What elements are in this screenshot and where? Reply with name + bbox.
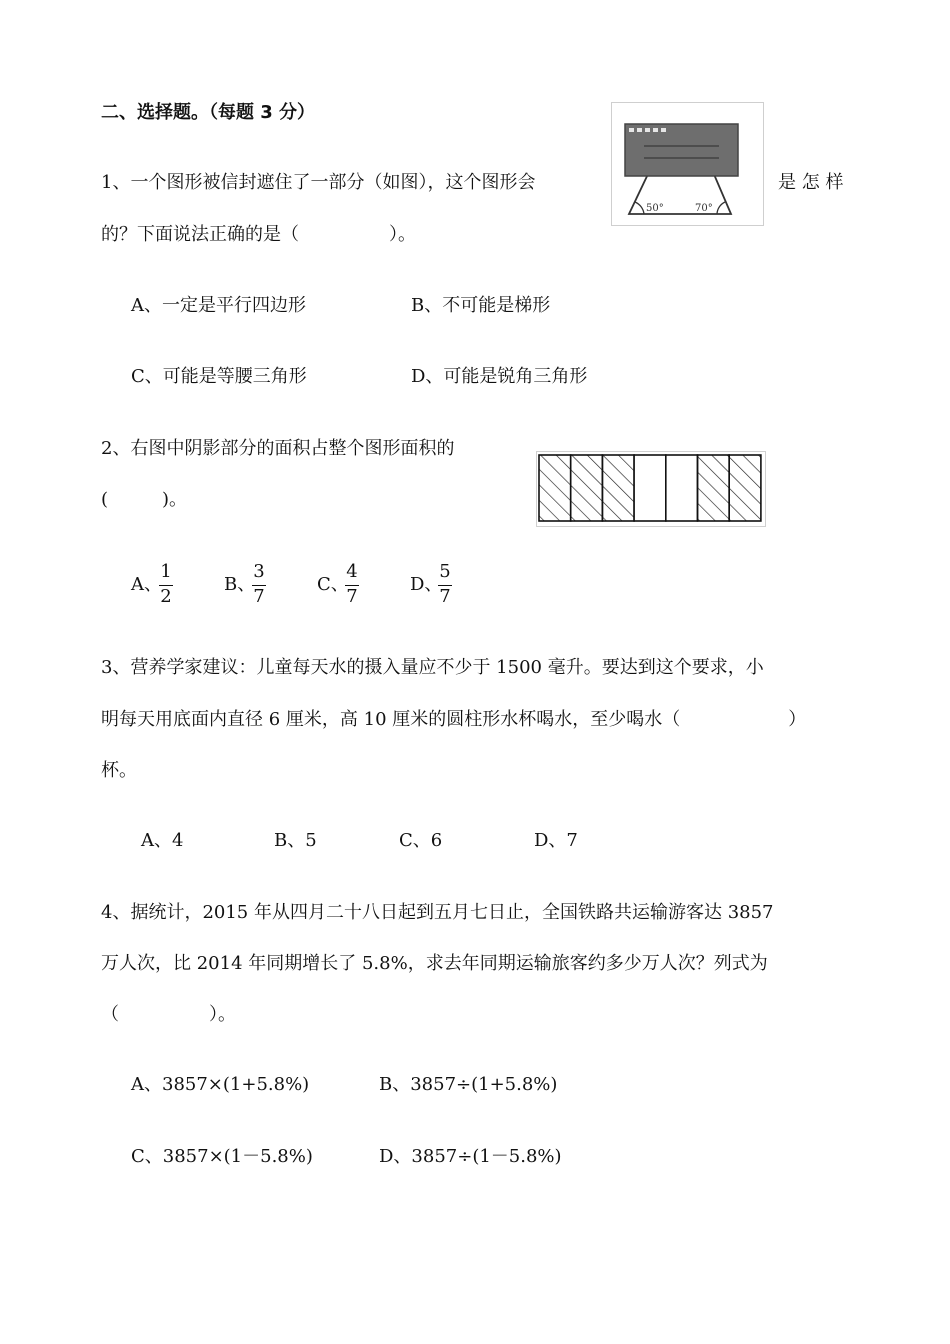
- q3-option-a[interactable]: A、4: [141, 830, 184, 851]
- q4-option-b[interactable]: B、3857÷(1+5.8%): [379, 1074, 558, 1095]
- numerator: 4: [346, 561, 358, 582]
- shaded-strip: [571, 455, 603, 521]
- q2-option-c-label[interactable]: C、: [317, 574, 349, 595]
- q1-line1: 1、一个图形被信封遮住了一部分（如图），这个图形会: [101, 172, 536, 193]
- q2-option-d-label[interactable]: D、: [410, 574, 443, 595]
- denominator: 2: [160, 586, 172, 607]
- q2-line1: 2、右图中阴影部分的面积占整个图形面积的: [101, 438, 455, 459]
- shaded-strip: [539, 455, 571, 521]
- shaded-strip: [698, 455, 730, 521]
- q2-option-a-fraction[interactable]: [158, 561, 174, 608]
- q4-option-a[interactable]: A、3857×(1+5.8%): [131, 1074, 310, 1095]
- q1-option-b[interactable]: B、不可能是梯形: [411, 295, 551, 316]
- angle-label-left: 50°: [646, 203, 664, 214]
- q4-option-d[interactable]: D、3857÷(1－5.8%): [379, 1146, 562, 1167]
- strip-figure: [536, 451, 766, 527]
- blank-strip: [666, 455, 698, 521]
- shaded-strip: [729, 455, 761, 521]
- denominator: 7: [439, 586, 451, 607]
- q3-line1: 3、营养学家建议：儿童每天水的摄入量应不少于 1500 毫升。要达到这个要求，小: [101, 657, 764, 678]
- q2-option-d-fraction[interactable]: [437, 561, 453, 608]
- q2-line2: ( )。: [101, 489, 188, 510]
- denominator: 7: [346, 586, 358, 607]
- numerator: 5: [439, 561, 451, 582]
- q3-line3: 杯。: [101, 760, 137, 781]
- q2-option-b-label[interactable]: B、: [224, 574, 256, 595]
- q3-option-d[interactable]: D、7: [534, 830, 578, 851]
- q1-option-a[interactable]: A、一定是平行四边形: [131, 295, 306, 316]
- q2-option-b-fraction[interactable]: [251, 561, 267, 608]
- envelope-figure: [611, 102, 764, 226]
- q4-line1: 4、据统计，2015 年从四月二十八日起到五月七日止，全国铁路共运输游客达 3857: [101, 902, 774, 923]
- q4-line2: 万人次，比 2014 年同期增长了 5.8%，求去年同期运输旅客约多少万人次？列式为: [101, 953, 768, 974]
- numerator: 1: [160, 561, 172, 582]
- q3-line2: 明每天用底面内直径 6 厘米，高 10 厘米的圆柱形水杯喝水，至少喝水（ ）: [101, 709, 807, 730]
- section-title: 二、选择题。（每题 3 分）: [101, 102, 316, 123]
- q2-option-a-label[interactable]: A、: [131, 574, 162, 595]
- q3-option-c[interactable]: C、6: [399, 830, 443, 851]
- blank-strip: [634, 455, 666, 521]
- q1-option-c[interactable]: C、可能是等腰三角形: [131, 366, 307, 387]
- q1-line1-tail: 是 怎 样: [778, 172, 844, 193]
- q2-option-c-fraction[interactable]: [344, 561, 360, 608]
- numerator: 3: [253, 561, 265, 582]
- denominator: 7: [253, 586, 265, 607]
- q3-option-b[interactable]: B、5: [274, 830, 317, 851]
- q4-line3: （ ）。: [101, 1004, 236, 1025]
- q4-option-c[interactable]: C、3857×(1－5.8%): [131, 1146, 313, 1167]
- angle-label-right: 70°: [695, 203, 713, 214]
- q1-line2: 的？下面说法正确的是（ ）。: [101, 224, 416, 245]
- shaded-strip: [602, 455, 634, 521]
- q1-option-d[interactable]: D、可能是锐角三角形: [411, 366, 588, 387]
